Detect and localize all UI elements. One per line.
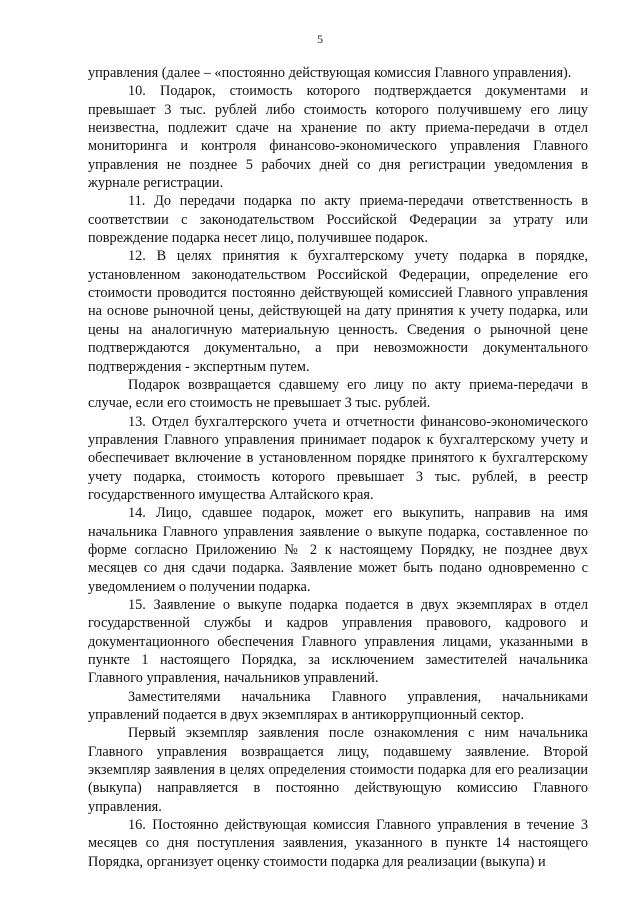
document-body bbox=[88, 64, 588, 871]
paragraph-continuation: управления (далее – «постоянно действующая комиссия Главного управления). bbox=[88, 65, 572, 81]
page-number: 5 bbox=[317, 32, 323, 46]
paragraph-item-10: 10. Подарок, стоимость которого подтверждается документами и превышает 3 тыс. рублей либо стоимость которого получившему его лицу неизвестна, подлежит сдаче на хранение по акту приема-передачи в отдел мониторинга и контроля финансово-экономического управления Главного управления не позднее 5 рабочих дней со дня регистрации уведомления в журнале регистрации. bbox=[88, 83, 588, 192]
paragraph-item-13: 13. Отдел бухгалтерского учета и отчетности финансово-экономического управления Главного управления принимает подарок к бухгалтерскому учету и обеспечивает включение в установленном порядке принятого к бухгалтерскому учету подарка, стоимость которого превышает 3 тыс. рублей, в реестр государственного имущества Алтайского края. bbox=[88, 413, 588, 503]
paragraph-item-15: 15. Заявление о выкупе подарка подается в двух экземплярах в отдел государственной службы и кадров управления правового, кадрового и документационного обеспечения Главного управления лицами, указанными в пункте 1 настоящего Порядка, за исключением заместителей начальника Главного управления, начальников управлений. bbox=[88, 596, 588, 687]
paragraph-item-16: 16. Постоянно действующая комиссия Главного управления в течение 3 месяцев со дня поступления заявления, указанного в пункте 14 настоящего Порядка, организует оценку стоимости подарка для реализации (выкупа) и bbox=[88, 817, 588, 870]
paragraph-item-11: 11. До передачи подарка по акту приема-передачи ответственность в соответствии с законодательством Российской Федерации за утрату или повреждение подарка несет лицо, получившее подарок. bbox=[88, 193, 588, 247]
paragraph-gift-return: Подарок возвращается сдавшему его лицу по акту приема-передачи в случае, если его стоимость не превышает 3 тыс. рублей. bbox=[88, 376, 588, 412]
paragraph-item-14: 14. Лицо, сдавшее подарок, может его выкупить, направив на имя начальника Главного управления заявление о выкупе подарка, составленное по форме согласно Приложению № 2 к настоящему Порядку, не позднее двух месяцев со дня сдачи подарка. Заявление может быть подано одновременно с уведомлением о получении подарка. bbox=[88, 505, 588, 595]
paragraph-item-12: 12. В целях принятия к бухгалтерскому учету подарка в порядке, установленном законодательством Российской Федерации, определение его стоимости проводится постоянно действующей комиссией Главного управления на основе рыночной цены, действующей на дату принятия к учету подарка, или цены на аналогичную материальную ценность. Сведения о рыночной цене подтверждаются документально, а при невозможности документального подтверждения - экспертным путем. bbox=[88, 248, 588, 375]
paragraph-deputies: Заместителями начальника Главного управления, начальниками управлений подается в двух экземплярах в антикоррупционный сектор. bbox=[88, 688, 588, 724]
paragraph-first-copy: Первый экземпляр заявления после ознакомления с ним начальника Главного управления возвращается лицу, подавшему заявление. Второй экземпляр заявления в целях определения стоимости подарка для его реализации (выкупа) направляется в постоянно действующую комиссию Главного управления. bbox=[88, 725, 588, 815]
